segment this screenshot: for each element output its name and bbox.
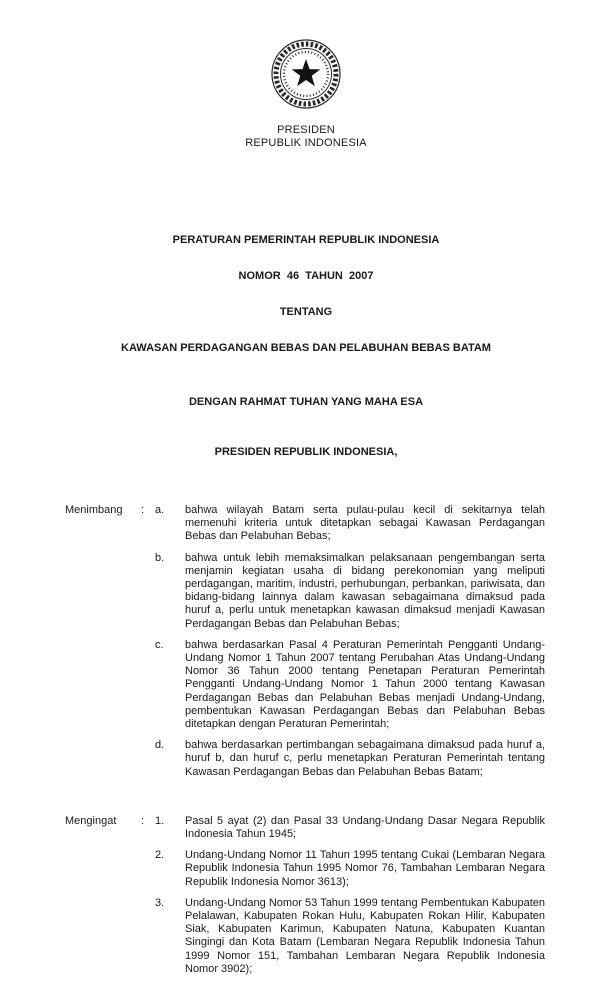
preamble-row bbox=[65, 849, 545, 889]
letterhead-line1: PRESIDEN bbox=[277, 124, 335, 136]
item-marker: b. bbox=[155, 551, 165, 564]
letterhead bbox=[0, 124, 612, 150]
section-label: Menimbang bbox=[65, 504, 123, 516]
item-text: bahwa wilayah Batam serta pulau-pulau kecil di sekitarnya telah memenuhi kriteria untuk ditetapkan sebagai Kawasan Perdagangan Bebas dan Pelabuhan Bebas; bbox=[185, 504, 545, 543]
item-marker: 2. bbox=[155, 849, 165, 862]
preamble-row bbox=[65, 552, 545, 631]
state-emblem-icon bbox=[268, 36, 344, 117]
item-text: Pasal 5 ayat (2) dan Pasal 33 Undang-Undang Dasar Negara Republik Indonesia Tahun 1945; bbox=[185, 814, 545, 841]
item-text: bahwa untuk lebih memaksimalkan pelaksanaan pengembangan serta menjamin kegiatan usaha di bidang perekonomian yang meliputi perdagangan, maritim, industri, perhubungan, perbankan, pariwisata, dan bidang-bidang lainnya dalam kawasan sebagaimana dimaksud pada huruf a, perlu untuk menetapkan kawasan dimaksud menjadi Kawasan Perdagangan Bebas dan Pelabuhan Bebas; bbox=[185, 551, 545, 630]
item-marker: 1. bbox=[155, 814, 165, 827]
item-text: bahwa berdasarkan pertimbangan sebagaimana dimaksud pada huruf a, huruf b, dan huruf c, perlu menetapkan Peraturan Pemerintah tentang Kawasan Perdagangan Bebas dan Pelabuhan Bebas Batam; bbox=[185, 739, 545, 778]
item-marker: 3. bbox=[155, 896, 165, 909]
item-text: Undang-Undang Nomor 53 Tahun 1999 tentang Pembentukan Kabupaten Pelalawan, Kabupaten Rokan Hulu, Kabupaten Rokan Hilir, Kabupaten Siak, Kabupaten Karimun, Kabupaten Natuna, Kabupaten Kuantan Singingi dan Kota Batam (Lembaran Negara Republik Indonesia Tahun 1999 Nomor 151, Tambahan Lembaran Negara Republik Indonesia Nomor 3902); bbox=[185, 896, 545, 975]
item-marker: d. bbox=[155, 739, 165, 752]
item-text: Undang-Undang Nomor 11 Tahun 1995 tentang Cukai (Lembaran Negara Republik Indonesia Tahun 1995 Nomor 76, Tambahan Lembaran Negara Republik Indonesia Nomor 3613); bbox=[185, 849, 545, 888]
section-colon: : bbox=[141, 504, 145, 516]
preamble-row bbox=[65, 639, 545, 731]
regulation-subject: KAWASAN PERDAGANGAN BEBAS DAN PELABUHAN BEBAS BATAM bbox=[121, 342, 491, 354]
seal-container bbox=[0, 0, 612, 117]
preamble-row bbox=[65, 739, 545, 779]
section-menimbang bbox=[65, 504, 545, 779]
letterhead-line2: REPUBLIK INDONESIA bbox=[245, 137, 367, 149]
preamble-row bbox=[65, 504, 545, 544]
authority-line: PRESIDEN REPUBLIK INDONESIA, bbox=[214, 446, 398, 458]
item-marker: a. bbox=[155, 504, 165, 516]
title-block bbox=[0, 210, 612, 482]
section-label: Mengingat bbox=[65, 814, 117, 827]
preamble-row bbox=[65, 897, 545, 976]
regulation-number: NOMOR 46 TAHUN 2007 bbox=[238, 270, 374, 282]
section-colon: : bbox=[141, 814, 145, 827]
regulation-title: PERATURAN PEMERINTAH REPUBLIK INDONESIA bbox=[172, 234, 440, 246]
item-marker: c. bbox=[155, 638, 164, 651]
invocation-line: DENGAN RAHMAT TUHAN YANG MAHA ESA bbox=[188, 396, 424, 408]
regulation-tentang: TENTANG bbox=[279, 306, 333, 318]
document-body bbox=[65, 504, 545, 976]
item-text: bahwa berdasarkan Pasal 4 Peraturan Pemerintah Pengganti Undang-Undang Nomor 1 Tahun 2007 tentang Perubahan Atas Undang-Undang Nomor 36 Tahun 2000 tentang Penetapan Peraturan Pemerintah Pengganti Undang-Undang Nomor 1 Tahun 2000 tentang Kawasan Perdagangan Bebas dan Pelabuhan Bebas menjadi Undang-Undang, pembentukan Kawasan Perdagangan Bebas dan Pelabuhan Bebas ditetapkan dengan Peraturan Pemerintah; bbox=[185, 638, 545, 731]
preamble-row bbox=[65, 815, 545, 841]
section-mengingat bbox=[65, 815, 545, 976]
